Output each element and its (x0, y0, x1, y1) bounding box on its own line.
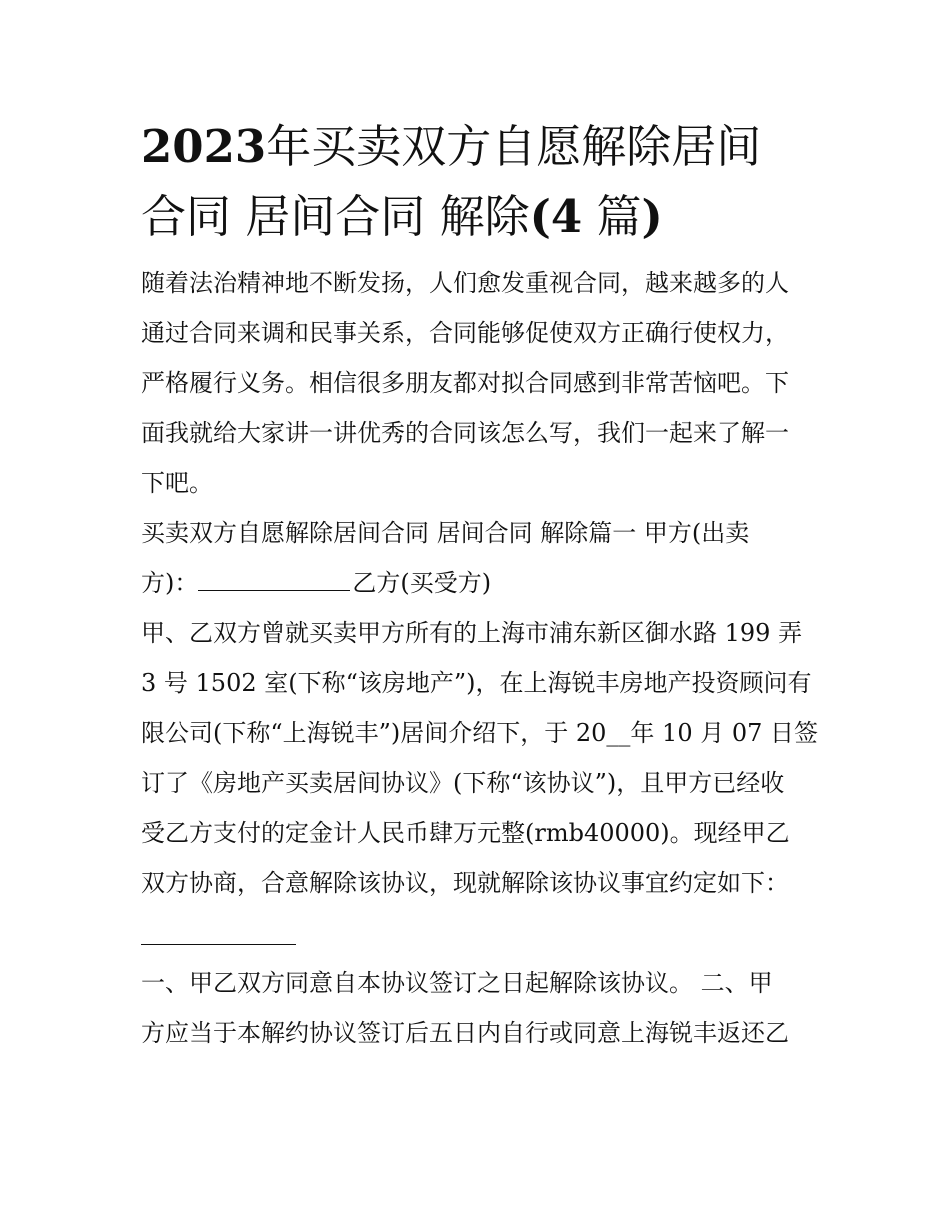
title-line-2 (141, 182, 813, 252)
intro-line: 随着法治精神地不断发扬，人们愈发重视合同，越来越多的人 (141, 269, 789, 297)
title-count-open: (4 (529, 190, 583, 243)
title-year: 2023 (141, 120, 267, 173)
party-a-label: 方)： (141, 569, 199, 597)
blank-rule-line (141, 908, 813, 958)
title-line-1 (141, 112, 813, 182)
clause-line: 方应当于本解约协议签订后五日内自行或同意上海锐丰返还乙 (141, 1019, 789, 1047)
intro-line: 严格履行义务。相信很多朋友都对拟合同感到非常苦恼吧。下 (141, 369, 789, 397)
document-page (141, 112, 819, 1058)
section-heading (141, 508, 813, 608)
body-line: 受乙方支付的定金计人民币肆万元整(rmb40000)。现经甲乙 (141, 819, 790, 847)
intro-line: 通过合同来调和民事关系，合同能够促使双方正确行使权力， (141, 319, 789, 347)
body-paragraph (141, 608, 819, 908)
intro-line: 面我就给大家讲一讲优秀的合同该怎么写，我们一起来了解一 (141, 419, 789, 447)
title-line-1-text: 年买卖双方自愿解除居间 (266, 120, 762, 173)
title-count-unit: 篇 (596, 190, 642, 243)
section-heading-line-1: 买卖双方自愿解除居间合同 居间合同 解除篇一 甲方(出卖 (141, 519, 750, 547)
section-heading-line-2 (141, 558, 813, 608)
document-title (141, 112, 813, 252)
clauses-paragraph (141, 958, 813, 1058)
body-line: 3 号 1502 室(下称“该房地产”)，在上海锐丰房地产投资顾问有 (141, 669, 812, 697)
intro-line: 下吧。 (141, 469, 213, 497)
intro-paragraph (141, 258, 813, 508)
blank-rule (141, 944, 296, 945)
title-count-close: ) (641, 190, 663, 243)
body-line: 甲、乙双方曾就买卖甲方所有的上海市浦东新区御水路 199 弄 (141, 619, 803, 647)
title-line-2-text: 合同 居间合同 解除 (141, 190, 530, 243)
body-line: 双方协商，合意解除该协议，现就解除该协议事宜约定如下： (141, 869, 789, 897)
body-line: 订了《房地产买卖居间协议》(下称“该协议”)，且甲方已经收 (141, 769, 785, 797)
clause-line: 一、甲乙双方同意自本协议签订之日起解除该协议。 二、甲 (141, 969, 773, 997)
party-b-label: 乙方(买受方) (352, 569, 492, 597)
party-a-blank (198, 562, 350, 591)
body-line: 限公司(下称“上海锐丰”)居间介绍下，于 20__年 10 月 07 日签 (141, 719, 819, 747)
